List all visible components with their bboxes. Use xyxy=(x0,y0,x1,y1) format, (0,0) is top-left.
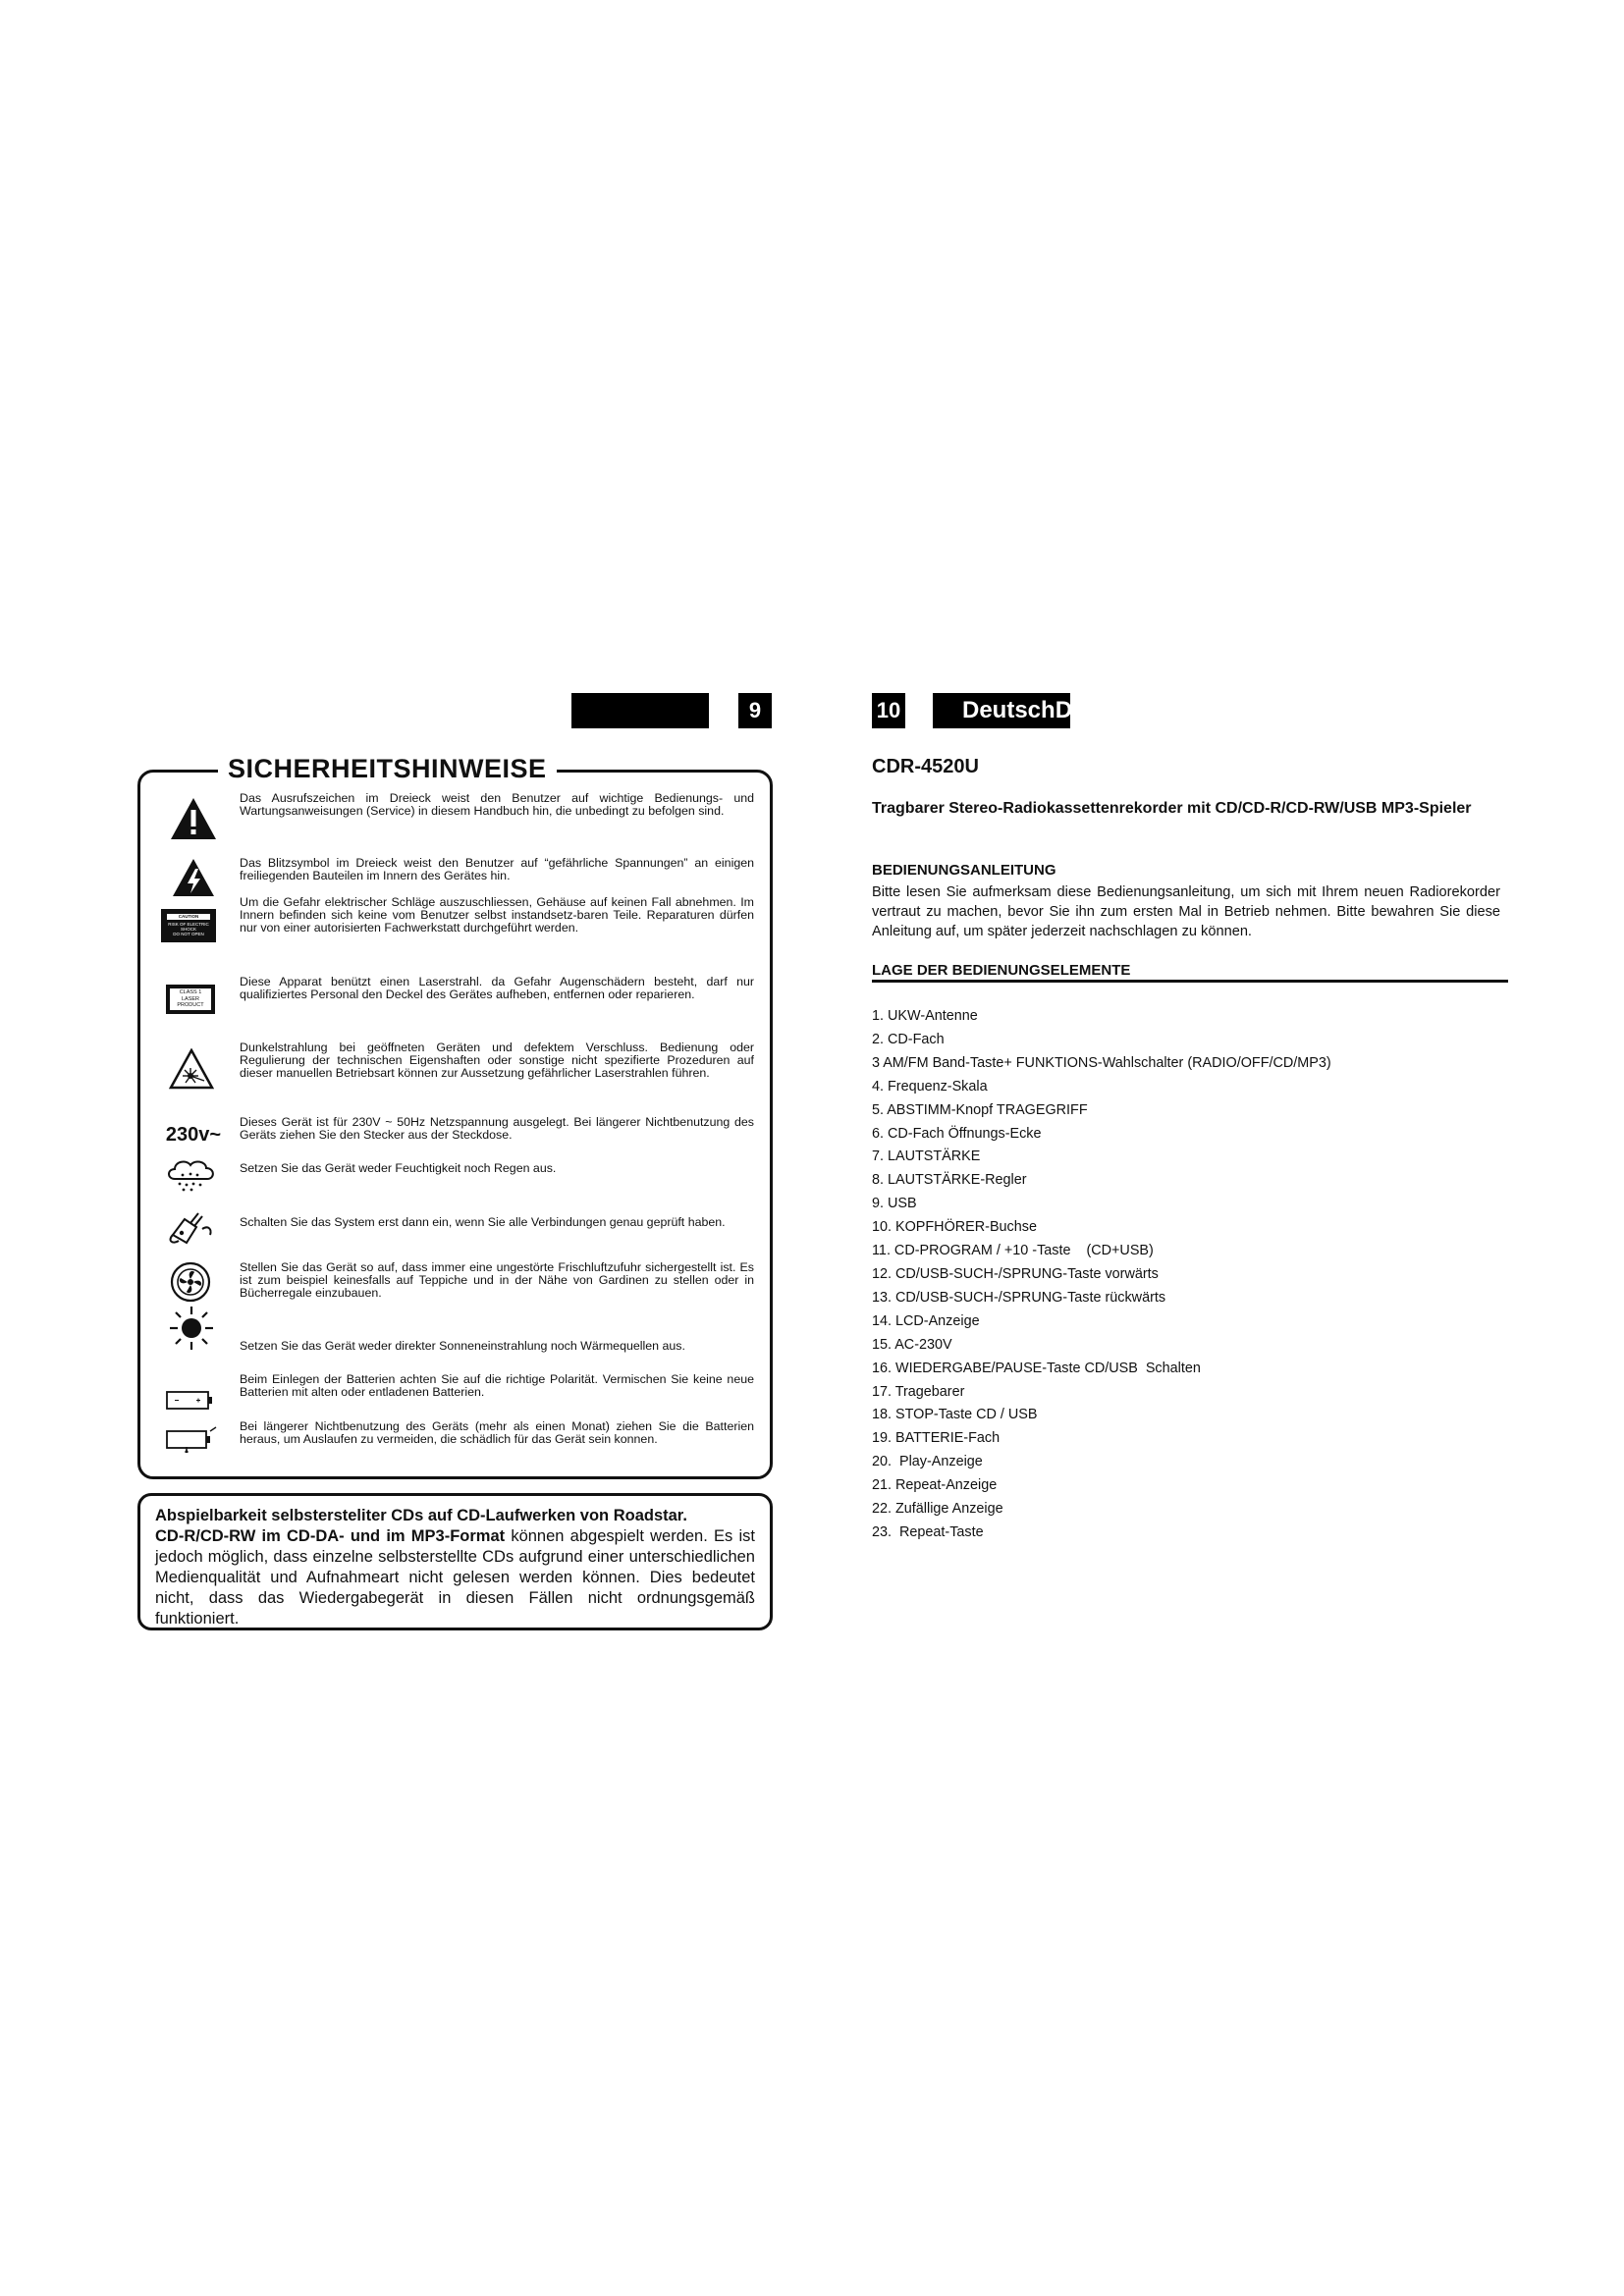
safety-box xyxy=(137,770,773,1479)
list-item: 6. CD-Fach Öffnungs-Ecke xyxy=(872,1125,1042,1142)
sun-icon xyxy=(168,1305,215,1352)
cd-notice-heading: Abspielbarkeit selbstersteliter CDs auf CD-Laufwerken von Roadstar. xyxy=(155,1507,687,1524)
safety-title: SICHERHEITSHINWEISE xyxy=(218,754,557,784)
list-item: 7. LAUTSTÄRKE xyxy=(872,1148,981,1165)
class1-laser-label-icon xyxy=(164,983,217,1016)
controls-list xyxy=(872,1005,1331,1545)
caution-label-icon xyxy=(160,908,217,943)
safety-text: Beim Einlegen der Batterien achten Sie auf die richtige Polarität. Vermischen Sie keine neue Batterien mit alten oder entladenen Batterien. xyxy=(240,1372,754,1400)
list-item: 9. USB xyxy=(872,1196,917,1212)
list-item: 20. Play-Anzeige xyxy=(872,1454,983,1470)
safety-text: Um die Gefahr elektrischer Schläge auszuschliessen, Gehäuse auf keinen Fall abnehmen. Im Innern befinden sich keine vom Benutzer selbst instandsetz-baren Teile. Reparaturen dürfen nur von einer autorisierten Fachwerkstatt durchgeführt werden. xyxy=(240,895,754,935)
battery-remove-icon xyxy=(164,1424,221,1454)
safety-text: Diese Apparat benützt einen Laserstrahl. da Gefahr Augenschädern besteht, darf nur qualifiziertes Personal den Deckel des Gerätes aufheben, entfernen oder reparieren. xyxy=(240,975,754,1002)
manual-heading: BEDIENUNGSANLEITUNG xyxy=(872,862,1056,879)
exclamation-triangle-icon xyxy=(169,796,218,841)
safety-text: Schalten Sie das System erst dann ein, wenn Sie alle Verbindungen genau geprüft haben. xyxy=(240,1215,726,1229)
list-item: 17. Tragebarer xyxy=(872,1383,965,1400)
list-item: 10. KOPFHÖRER-Buchse xyxy=(872,1219,1037,1236)
cd-notice-format: CD-R/CD-RW im CD-DA- und im MP3-Format xyxy=(155,1527,506,1545)
lightning-triangle-icon xyxy=(171,857,216,898)
list-item: 5. ABSTIMM-Knopf TRAGEGRIFF xyxy=(872,1101,1088,1118)
list-item: 3 AM/FM Band-Taste+ FUNKTIONS-Wahlschalter (RADIO/OFF/CD/MP3) xyxy=(872,1054,1331,1071)
list-item: 4. Frequenz-Skala xyxy=(872,1078,988,1095)
list-item: 19. BATTERIE-Fach xyxy=(872,1430,1001,1447)
cd-notice-text: können abgespielt werden. Es ist jedoch möglich, dass einzelne selbsterstellte CDs aufgrund einer unterschiedlichen Medienqualität und Aufnahmeart nicht gelesen werden können. Dies bedeutet nicht, dass das Wiedergabegerät in diesen Fällen nicht ordnungsgemäß funktioniert. xyxy=(155,1527,755,1628)
list-item: 21. Repeat-Anzeige xyxy=(872,1477,998,1494)
list-item: 14. LCD-Anzeige xyxy=(872,1312,980,1329)
controls-heading: LAGE DER BEDIENUNGSELEMENTE xyxy=(872,962,1131,979)
safety-text: Das Ausrufszeichen im Dreieck weist den Benutzer auf wichtige Bedienungs- und Wartungsanweisungen (Service) in diesem Handbuch hin, die unbedingt zu befolgen sind. xyxy=(240,791,754,819)
left-header-bar xyxy=(571,693,709,728)
safety-text: Setzen Sie das Gerät weder Feuchtigkeit noch Regen aus. xyxy=(240,1161,557,1175)
caution-label-title: CAUTION xyxy=(167,914,210,919)
ventilation-fan-icon xyxy=(168,1259,213,1305)
safety-text: Das Blitzsymbol im Dreieck weist den Benutzer auf “gefährliche Spannungen” an einigen freiliegenden Bauteilen im Innern des Gerätes hin. xyxy=(240,856,754,883)
safety-text: Bei längerer Nichtbenutzung des Geräts (mehr als einen Monat) ziehen Sie die Batterien heraus, um Auslaufen zu vermeiden, die schädlich für das Gerät sein konnen. xyxy=(240,1419,754,1447)
list-item: 23. Repeat-Taste xyxy=(872,1523,984,1540)
list-item: 13. CD/USB-SUCH-/SPRUNG-Taste rückwärts xyxy=(872,1289,1166,1306)
class1-label-line: LASER PRODUCT xyxy=(177,995,204,1009)
right-page-number: 10 xyxy=(872,693,905,728)
list-item: 15. AC-230V xyxy=(872,1336,952,1353)
battery-icon xyxy=(164,1387,215,1413)
safety-text: Setzen Sie das Gerät weder direkter Sonneneinstrahlung noch Wärmequellen aus. xyxy=(240,1339,685,1353)
list-item: 18. STOP-Taste CD / USB xyxy=(872,1407,1038,1423)
caution-label-line: DO NOT OPEN xyxy=(173,932,204,937)
rain-cloud-icon xyxy=(164,1156,219,1194)
model-number: CDR-4520U xyxy=(872,756,979,777)
list-item: 16. WIEDERGABE/PAUSE-Taste CD/USB Schalten xyxy=(872,1360,1201,1376)
product-subtitle: Tragbarer Stereo-Radiokassettenrekorder mit CD/CD-R/CD-RW/USB MP3-Spieler xyxy=(872,800,1472,817)
caution-label-line: SHOCK xyxy=(180,927,196,932)
list-item: 1. UKW-Antenne xyxy=(872,1008,978,1024)
safety-text: Dieses Gerät ist für 230V ~ 50Hz Netzspannung ausgelegt. Bei längerer Nichtbenutzung des Geräts ziehen Sie den Stecker aus der Steckdose. xyxy=(240,1115,754,1143)
laser-warning-triangle-icon xyxy=(168,1047,215,1091)
controls-heading-rule xyxy=(872,980,1508,983)
safety-text: Dunkelstrahlung bei geöffneten Geräten und defektem Verschluss. Bedienung oder Regulierung der technischen Eigenshaften oder sonstige nicht spezifierte Prozeduren auf dieser manuellen Betriebsart können zur Aussetzung gefährlicher Laserstrahlen führen. xyxy=(240,1041,754,1081)
caution-label-line: RISK OF ELECTRIC xyxy=(168,921,209,927)
list-item: 22. Zufällige Anzeige xyxy=(872,1501,1003,1518)
voltage-icon: 230v~ xyxy=(165,1123,222,1146)
class1-label-line: CLASS 1 xyxy=(179,989,202,996)
safety-text: Stellen Sie das Gerät so auf, dass immer eine ungestörte Frischluftzufuhr sichergestellt ist. Es ist zum beispiel keinesfalls auf Teppiche und in der Nähe von Gardinen zu stellen oder in Bücherregale einzubauen. xyxy=(240,1260,754,1301)
language-tab: DeutschDe xyxy=(933,693,1070,728)
list-item: 8. LAUTSTÄRKE-Regler xyxy=(872,1172,1027,1189)
list-item: 11. CD-PROGRAM / +10 -Taste (CD+USB) xyxy=(872,1243,1154,1259)
list-item: 2. CD-Fach xyxy=(872,1031,945,1047)
plug-icon xyxy=(164,1206,217,1248)
left-page-number: 9 xyxy=(738,693,772,728)
cd-notice-box xyxy=(137,1493,773,1630)
list-item: 12. CD/USB-SUCH-/SPRUNG-Taste vorwärts xyxy=(872,1265,1159,1282)
manual-text: Bitte lesen Sie aufmerksam diese Bedienungsanleitung, um sich mit Ihrem neuen Radiorekorder vertraut zu machen, bevor Sie ihn zum ersten Mal in Betrieb nehmen. Bitte bewahren Sie diese Anleitung auf, um später jederzeit nachschlagen zu können. xyxy=(872,884,1500,939)
